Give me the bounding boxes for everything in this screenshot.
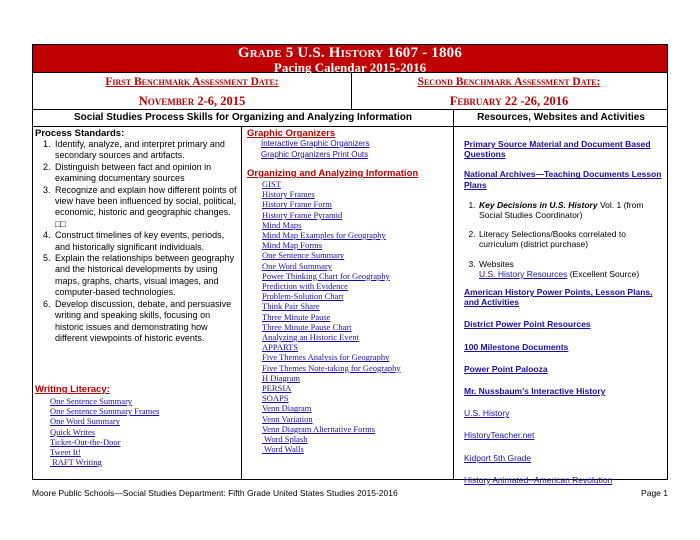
graphic-organizer-links: [247, 139, 452, 160]
first-benchmark: [33, 73, 352, 109]
primary-source-link[interactable]: Primary Source Material and Document Based Questions: [464, 139, 651, 160]
organizing-link[interactable]: Prediction with Evidence: [262, 281, 348, 292]
organizing-link[interactable]: H Diagram: [262, 372, 301, 383]
standards-column: [33, 127, 242, 479]
process-standards-list: [35, 139, 240, 344]
graphic-organizer-link[interactable]: Graphic Organizers Print Outs: [261, 149, 369, 159]
key-decisions-item: [478, 200, 664, 220]
standard-item: 1. Identify, analyze, and interpret primary and secondary sources and artifacts.: [53, 139, 240, 162]
kidport-link[interactable]: Kidport 5th Grade: [464, 452, 532, 463]
us-history-resources-link[interactable]: U.S. History Resources: [479, 268, 568, 279]
second-benchmark: [351, 73, 667, 109]
writing-link[interactable]: One Word Summary: [50, 416, 120, 427]
page-subtitle: Pacing Calendar 2015-2016: [273, 60, 427, 75]
first-benchmark-date: November 2-6, 2015: [138, 94, 246, 108]
second-benchmark-label: Second Benchmark Assessment Date:: [417, 76, 601, 88]
standard-item: 2. Distinguish between fact and opinion in examining documentary sources: [53, 162, 240, 185]
organizing-link[interactable]: History Frames: [262, 189, 315, 200]
nussbaum-history-link[interactable]: Mr. Nussbaum’s Interactive History: [464, 386, 606, 397]
us-history-link[interactable]: U.S. History: [464, 408, 510, 419]
websites-label: Websites: [479, 258, 514, 269]
milestone-documents-link[interactable]: 100 Milestone Documents: [464, 341, 569, 352]
organizing-link[interactable]: Five Themes Analysis for Geography: [262, 352, 390, 363]
key-decisions-note: Vol. 1 (from Social Studies Coordinator): [479, 199, 644, 221]
footer-text: Moore Public Schools—Social Studies Department: Fifth Grade United States Studies 2015-2016: [32, 488, 398, 498]
second-benchmark-date: February 22 -26, 2016: [449, 94, 569, 108]
standard-item: 5. Explain the relationships between geography and the historical developments by using maps, graphs, charts, visual images, and computer-based technologies.: [53, 253, 240, 299]
literacy-selections-item: 2. Literacy Selections/Books correlated to curriculum (district purchase): [478, 229, 664, 249]
table-body: [32, 127, 668, 485]
organizers-column: [242, 127, 454, 479]
american-history-link[interactable]: American History Power Points, Lesson Plans, and Activities: [464, 287, 653, 308]
page-title: Grade 5 U.S. History 1607 - 1806: [237, 45, 463, 61]
organizing-link[interactable]: Three Minute Pause Chart: [262, 321, 352, 332]
key-decisions-title: Key Decisions in U.S. History: [479, 199, 598, 210]
organizing-link[interactable]: Venn Diagram: [262, 403, 312, 414]
writing-link[interactable]: One Sentence Summary: [50, 396, 133, 406]
organizing-link[interactable]: Five Themes Note-taking for Geography: [262, 362, 401, 373]
organizing-link[interactable]: Think Pair Share: [262, 301, 320, 312]
page-number: Page 1: [641, 488, 668, 498]
first-benchmark-label: First Benchmark Assessment Date:: [105, 76, 279, 88]
benchmark-row: [32, 73, 668, 110]
standard-item: 3. Recognize and explain how different points of view have been influenced by social, political, economic, historic and geographic changes. □□: [53, 185, 240, 231]
graphic-organizers-title: Graphic Organizers: [247, 128, 336, 139]
organizing-link[interactable]: APPARTS: [262, 342, 299, 353]
excellent-source-note: (Excellent Source): [567, 268, 640, 279]
organizing-link[interactable]: Word Splash: [262, 434, 308, 445]
organizing-link[interactable]: History Frame Pyramid: [262, 209, 343, 220]
table-header-row: [32, 110, 668, 127]
standard-item: 6. Develop discussion, debate, and persuasive writing and speaking skills, focusing on historic issues and demonstrating how different viewpoints of historic events.: [53, 299, 240, 345]
writing-literacy-title: Writing Literacy:: [35, 384, 110, 395]
standard-item: 4. Construct timelines of key events, periods, and historically significant individuals.: [53, 230, 240, 253]
organizing-link[interactable]: PERSIA: [262, 383, 292, 394]
resource-list: [464, 200, 664, 279]
organizing-link[interactable]: Problem-Solution Chart: [262, 291, 344, 302]
organizing-link[interactable]: Mind Map Examples for Geography: [262, 230, 386, 241]
power-point-palooza-link[interactable]: Power Point Palooza: [464, 363, 548, 374]
history-animated-link[interactable]: History Animated--American Revolution: [464, 474, 613, 485]
organizing-link[interactable]: Mind Maps: [262, 219, 302, 230]
organizing-link[interactable]: Mind Map Forms: [262, 240, 322, 251]
organizing-link[interactable]: Three Minute Pause: [262, 311, 331, 322]
organizing-link[interactable]: SOAPS: [262, 393, 289, 404]
process-standards-title: Process Standards:: [35, 128, 125, 139]
organizing-title: Organizing and Analyzing Information: [247, 168, 419, 179]
writing-link[interactable]: Quick Writes: [50, 426, 96, 437]
organizing-link[interactable]: GIST: [262, 179, 281, 189]
writing-link[interactable]: Ticket-Out-the-Door: [50, 436, 121, 447]
organizing-link[interactable]: Power Thinking Chart for Geography: [262, 270, 390, 281]
skills-column-header: Social Studies Process Skills for Organizing and Analyzing Information: [33, 110, 454, 126]
organizing-links: [247, 179, 452, 454]
writing-link[interactable]: One Sentence Summary Frames: [50, 406, 160, 417]
organizing-link[interactable]: History Frame Form: [262, 199, 332, 210]
resources-column: [454, 127, 668, 485]
organizing-link[interactable]: Venn Diagram Alternative Forms: [262, 423, 376, 434]
websites-item: [478, 259, 664, 279]
organizing-link[interactable]: Analyzing an Historic Event: [262, 332, 360, 343]
organizing-link[interactable]: Word Walls: [262, 444, 304, 455]
writing-literacy-links: [35, 396, 240, 467]
calendar-header: [32, 44, 668, 73]
resources-column-header: Resources, Websites and Activities: [477, 112, 645, 123]
national-archives-link[interactable]: National Archives—Teaching Documents Lesson Plans: [464, 169, 662, 190]
organizing-link[interactable]: Venn Variation: [262, 413, 313, 424]
district-power-point-link[interactable]: District Power Point Resources: [464, 319, 591, 330]
graphic-organizer-link[interactable]: Interactive Graphic Organizers: [261, 139, 370, 148]
writing-link[interactable]: Tweet It!: [50, 447, 81, 458]
organizing-link[interactable]: One Sentence Summary: [262, 250, 345, 261]
organizing-link[interactable]: One Word Summary: [262, 260, 332, 271]
writing-link[interactable]: RAFT Writing: [50, 457, 102, 468]
history-teacher-link[interactable]: HistoryTeacher.net: [464, 430, 535, 441]
